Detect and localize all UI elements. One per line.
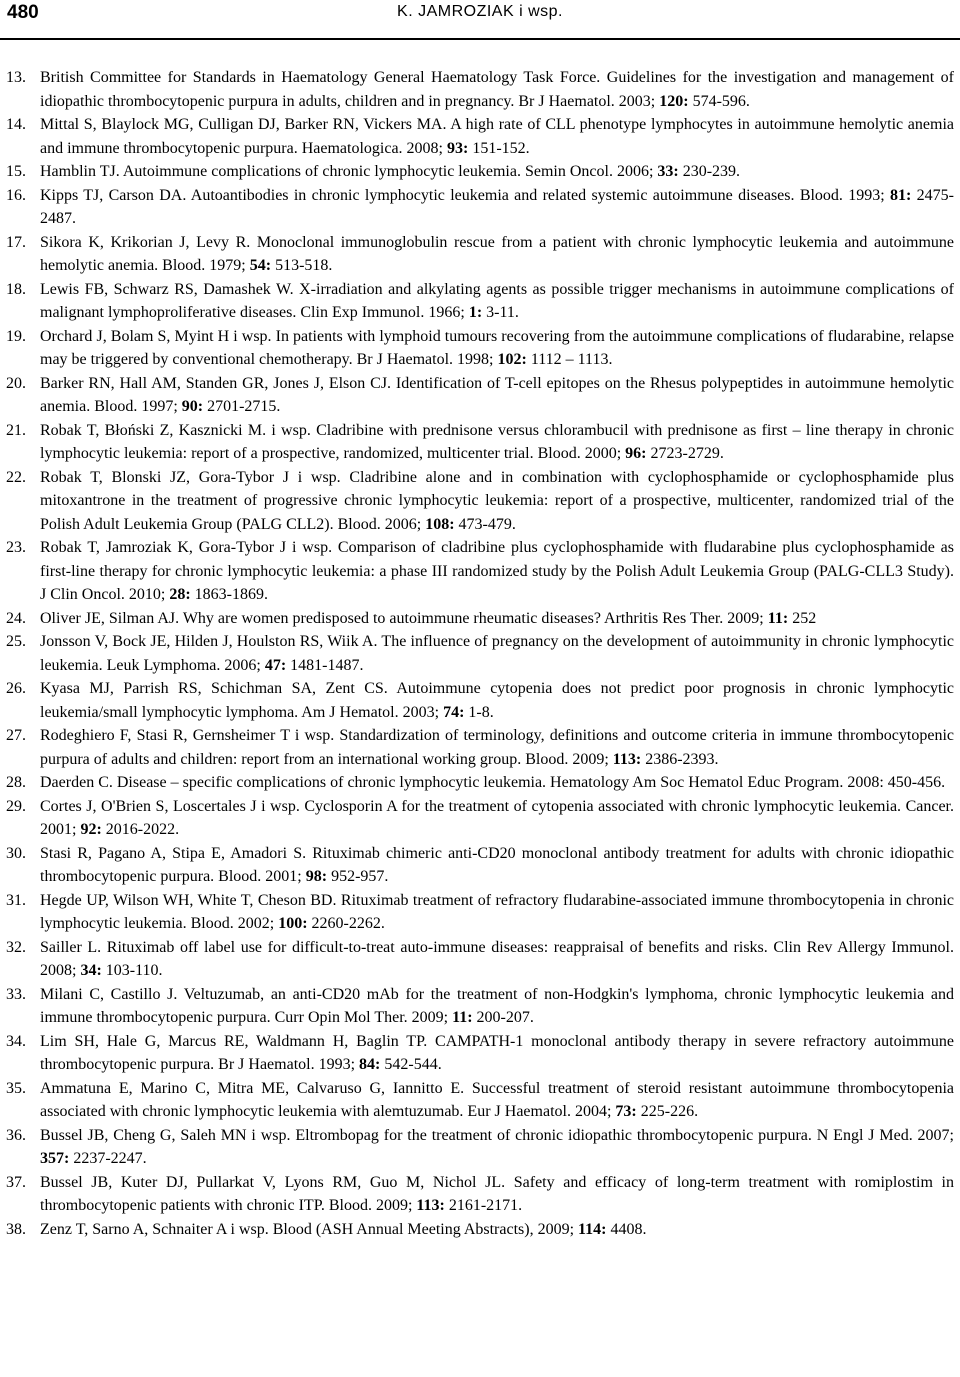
reference-volume: 28: xyxy=(169,586,191,603)
reference-pages: 952-957. xyxy=(327,868,389,885)
reference-citation: Robak T, Blonski JZ, Gora-Tybor J i wsp. Cladribine alone and in combination with cyclophosphamide or cyclophosphamide plus mitoxantrone in the treatment of progressive chronic lymphocytic leukemia: report of a prospective, multicenter, randomized trial of the Polish Adult Leukemia Group (PALG CLL2). Blood. 2006; xyxy=(40,468,954,533)
reference-item xyxy=(0,466,960,537)
reference-pages: 252 xyxy=(788,609,817,627)
reference-list xyxy=(0,66,960,1241)
reference-text xyxy=(40,798,954,839)
reference-number: 24. xyxy=(6,609,26,627)
reference-pages: 2475-2487. xyxy=(40,186,955,227)
reference-volume: 11: xyxy=(452,1009,473,1026)
reference-citation: British Committee for Standards in Haematology General Haematology Task Force. Guidelines for the investigation and management of idiopathic thrombocytopenic purpura in adults, children and in pregnancy. Br J Haematol. 2003; xyxy=(40,69,954,110)
reference-volume: 113: xyxy=(612,750,642,768)
reference-citation: Milani C, Castillo J. Veltuzumab, an anti-CD20 mAb for the treatment of non-Hodgkin's lymphoma, chronic lymphocytic leukemia and immune thrombocytopenic purpura. Curr Opin Mol Ther. 2009; xyxy=(40,985,954,1026)
reference-text xyxy=(40,727,954,768)
reference-citation: Hegde UP, Wilson WH, White T, Cheson BD. Rituximab treatment of refractory fludarabine-associated immune thrombocytopenia in chronic lymphocytic leukemia. Blood. 2002; xyxy=(40,891,954,932)
reference-citation: Hamblin TJ. Autoimmune complications of chronic lymphocytic leukemia. Semin Oncol. 2006; xyxy=(40,163,658,180)
reference-volume: 102: xyxy=(497,351,527,368)
reference-item xyxy=(0,724,960,771)
reference-citation: Daerden C. Disease – specific complications of chronic lymphocytic leukemia. Hematology Am Soc Hematol Educ Program. 2008: 450-456. xyxy=(40,774,946,791)
reference-text xyxy=(40,187,954,228)
reference-volume: 114: xyxy=(578,1220,607,1238)
page-number: 480 xyxy=(7,2,39,23)
reference-number: 38. xyxy=(6,1220,26,1238)
reference-item xyxy=(0,372,960,419)
reference-text xyxy=(40,633,954,674)
reference-number: 34. xyxy=(6,1032,26,1050)
reference-pages: 1863-1869. xyxy=(190,586,268,603)
reference-number: 31. xyxy=(6,891,26,909)
reference-number: 23. xyxy=(6,539,26,556)
reference-pages: 1481-1487. xyxy=(286,656,364,674)
reference-volume: 108: xyxy=(425,515,455,533)
reference-item xyxy=(0,677,960,724)
reference-citation: Mittal S, Blaylock MG, Culligan DJ, Barker RN, Vickers MA. A high rate of CLL phenotype lymphocytes in autoimmune hemolytic anemia and immune thrombocytopenic purpura. Haematologica. 2008; xyxy=(40,116,954,157)
reference-citation: Oliver JE, Silman AJ. Why are women predisposed to autoimmune rheumatic diseases? Arthritis Res Ther. 2009; xyxy=(40,609,768,627)
reference-citation: Robak T, Błoński Z, Kasznicki M. i wsp. Cladribine with prednisone versus chlorambucil with prednisone as first – line therapy in chronic lymphocytic leukemia: report of a prospective, randomized, multicenter trial. Blood. 2000; xyxy=(40,421,954,462)
reference-text xyxy=(40,1174,954,1215)
reference-item xyxy=(0,536,960,607)
reference-number: 20. xyxy=(6,374,26,392)
reference-pages: 2016-2022. xyxy=(101,821,180,838)
reference-number: 25. xyxy=(6,633,26,650)
reference-volume: 11: xyxy=(767,609,789,627)
reference-number: 19. xyxy=(6,327,26,345)
reference-volume: 90: xyxy=(181,398,204,415)
reference-volume: 84: xyxy=(359,1056,381,1073)
reference-citation: Rodeghiero F, Stasi R, Gernsheimer T i wsp. Standardization of terminology, definitions and outcome criteria in immune thrombocytopenic purpura of adults and children: report from an international working group. Blood. 2009; xyxy=(40,727,954,768)
reference-item xyxy=(0,419,960,466)
reference-pages: 2723-2729. xyxy=(646,445,724,462)
reference-item xyxy=(0,325,960,372)
reference-number: 36. xyxy=(6,1126,26,1144)
reference-pages: 3-11. xyxy=(482,304,519,321)
reference-number: 33. xyxy=(6,985,26,1003)
reference-number: 28. xyxy=(6,774,26,791)
reference-number: 35. xyxy=(6,1079,26,1097)
reference-number: 15. xyxy=(6,163,26,180)
reference-text xyxy=(40,328,954,369)
reference-pages: 1-8. xyxy=(464,703,494,721)
reference-item xyxy=(0,889,960,936)
reference-text xyxy=(40,375,954,416)
reference-pages: 2161-2171. xyxy=(444,1197,523,1214)
reference-item xyxy=(0,278,960,325)
reference-pages: 200-207. xyxy=(472,1009,534,1026)
reference-volume: 113: xyxy=(416,1197,445,1214)
reference-text xyxy=(40,986,954,1027)
reference-text xyxy=(40,422,954,463)
reference-item xyxy=(0,607,960,631)
reference-number: 16. xyxy=(6,186,26,204)
reference-text xyxy=(40,469,954,533)
reference-item xyxy=(0,1077,960,1124)
reference-citation: Lewis FB, Schwarz RS, Damashek W. X-irradiation and alkylating agents as possible trigger mechanisms in autoimmune complications of malignant lymphoproliferative diseases. Clin Exp Immunol. 1966; xyxy=(40,280,954,321)
reference-number: 29. xyxy=(6,797,26,815)
reference-item xyxy=(0,160,960,184)
reference-citation: Sikora K, Krikorian J, Levy R. Monoclonal immunoglobulin rescue from a patient with chronic lymphocytic leukemia and autoimmune hemolytic anemia. Blood. 1979; xyxy=(40,233,954,274)
reference-volume: 47: xyxy=(264,656,287,674)
reference-item xyxy=(0,1124,960,1171)
reference-volume: 357: xyxy=(40,1150,70,1167)
reference-text xyxy=(40,539,954,603)
reference-item xyxy=(0,936,960,983)
reference-pages: 225-226. xyxy=(636,1103,699,1120)
reference-number: 32. xyxy=(6,938,26,956)
reference-citation: Kipps TJ, Carson DA. Autoantibodies in chronic lymphocytic leukemia and related systemic autoimmune diseases. Blood. 1993; xyxy=(40,186,891,204)
reference-volume: 54: xyxy=(249,257,272,274)
reference-volume: 93: xyxy=(447,139,469,157)
reference-volume: 96: xyxy=(625,445,647,462)
reference-item xyxy=(0,231,960,278)
reference-text xyxy=(40,69,954,110)
reference-volume: 98: xyxy=(305,868,328,885)
reference-item xyxy=(0,1171,960,1218)
reference-text xyxy=(40,939,954,980)
reference-number: 22. xyxy=(6,468,26,486)
reference-pages: 2237-2247. xyxy=(69,1150,147,1167)
reference-item xyxy=(0,113,960,160)
reference-number: 21. xyxy=(6,421,26,439)
reference-text xyxy=(40,680,954,721)
reference-item xyxy=(0,842,960,889)
reference-citation: Robak T, Jamroziak K, Gora-Tybor J i wsp. Comparison of cladribine plus cyclophosphamide with fludarabine plus cyclophosphamide as first-line therapy for chronic lymphocytic leukemia: a phase III randomized study by the Polish Adult Leukemia Group (PALG-CLL3 Study). J Clin Oncol. 2010; xyxy=(40,539,954,603)
reference-citation: Barker RN, Hall AM, Standen GR, Jones J, Elson CJ. Identification of T-cell epitopes on the Rhesus polypeptides in autoimmune hemolytic anemia. Blood. 1997; xyxy=(40,374,954,415)
reference-pages: 574-596. xyxy=(688,92,750,110)
reference-volume: 1: xyxy=(468,304,483,321)
reference-item xyxy=(0,771,960,795)
reference-text xyxy=(40,1127,954,1168)
reference-pages: 230-239. xyxy=(678,163,741,180)
reference-text xyxy=(40,1033,954,1074)
reference-number: 37. xyxy=(6,1173,26,1191)
reference-text xyxy=(40,281,954,322)
reference-citation: Bussel JB, Cheng G, Saleh MN i wsp. Eltrombopag for the treatment of chronic idiopathic thrombocytopenic purpura. N Engl J Med. 2007; xyxy=(40,1126,954,1144)
page-header xyxy=(0,0,960,40)
reference-citation: Jonsson V, Bock JE, Hilden J, Houlston RS, Wiik A. The influence of pregnancy on the development of autoimmunity in chronic lymphocytic leukemia. Leuk Lymphoma. 2006; xyxy=(40,633,954,674)
reference-citation: Bussel JB, Kuter DJ, Pullarkat V, Lyons RM, Guo M, Nichol JL. Safety and efficacy of long-term treatment with romiplostim in thrombocytopenic patients with chronic ITP. Blood. 2009; xyxy=(40,1173,954,1214)
reference-item xyxy=(0,184,960,231)
reference-citation: Kyasa MJ, Parrish RS, Schichman SA, Zent CS. Autoimmune cytopenia does not predict poor prognosis in chronic lymphocytic leukemia/small lymphocytic lymphoma. Am J Hematol. 2003; xyxy=(40,680,954,721)
running-head: K. JAMROZIAK i wsp. xyxy=(397,3,563,20)
reference-pages: 542-544. xyxy=(380,1056,442,1073)
reference-pages: 2386-2393. xyxy=(641,750,719,768)
reference-item xyxy=(0,795,960,842)
reference-volume: 81: xyxy=(890,186,912,204)
reference-pages: 103-110. xyxy=(101,962,163,979)
reference-volume: 34: xyxy=(80,962,102,979)
reference-text xyxy=(40,234,954,275)
reference-volume: 74: xyxy=(443,703,465,721)
reference-number: 17. xyxy=(6,233,26,251)
reference-item xyxy=(0,630,960,677)
reference-volume: 33: xyxy=(657,163,679,180)
reference-text xyxy=(40,163,740,180)
reference-pages: 1112 – 1113. xyxy=(526,351,613,368)
reference-citation: Orchard J, Bolam S, Myint H i wsp. In patients with lymphoid tumours recovering from the autoimmune complications of fludarabine, relapse may be triggered by conventional chemotherapy. Br J Haematol. 1998; xyxy=(40,327,954,368)
reference-text xyxy=(40,774,945,791)
reference-number: 18. xyxy=(6,280,26,298)
reference-text xyxy=(40,1080,954,1121)
reference-pages: 2260-2262. xyxy=(307,915,385,932)
reference-pages: 473-479. xyxy=(454,515,516,533)
reference-text xyxy=(40,610,816,627)
reference-volume: 73: xyxy=(615,1103,637,1120)
reference-number: 13. xyxy=(6,69,26,86)
reference-number: 27. xyxy=(6,727,26,744)
reference-number: 26. xyxy=(6,680,26,697)
reference-pages: 513-518. xyxy=(271,257,333,274)
reference-text xyxy=(40,116,954,157)
reference-citation: Lim SH, Hale G, Marcus RE, Waldmann H, Baglin TP. CAMPATH-1 monoclonal antibody therapy in severe refractory autoimmune thrombocytopenic purpura. Br J Haematol. 1993; xyxy=(40,1032,954,1073)
reference-pages: 2701-2715. xyxy=(203,398,281,415)
reference-pages: 4408. xyxy=(606,1220,647,1238)
reference-number: 30. xyxy=(6,844,26,862)
reference-text xyxy=(40,845,954,886)
reference-citation: Cortes J, O'Brien S, Loscertales J i wsp. Cyclosporin A for the treatment of cytopenia associated with chronic lymphocytic leukemia. Cancer. 2001; xyxy=(40,797,954,838)
reference-citation: Zenz T, Sarno A, Schnaiter A i wsp. Blood (ASH Annual Meeting Abstracts), 2009; xyxy=(40,1220,579,1238)
reference-text xyxy=(40,1221,646,1238)
reference-citation: Ammatuna E, Marino C, Mitra ME, Calvaruso G, Iannitto E. Successful treatment of steroid resistant autoimmune thrombocytopenia associated with chronic lymphocytic leukemia with alemtuzumab. Eur J Haematol. 2004; xyxy=(40,1079,954,1120)
reference-item xyxy=(0,1030,960,1077)
reference-item xyxy=(0,1218,960,1242)
reference-item xyxy=(0,983,960,1030)
reference-citation: Sailler L. Rituximab off label use for difficult-to-treat auto-immune diseases: reappraisal of benefits and risks. Clin Rev Allergy Immunol. 2008; xyxy=(40,938,954,979)
reference-pages: 151-152. xyxy=(468,139,530,157)
reference-item xyxy=(0,66,960,113)
reference-volume: 100: xyxy=(278,915,308,932)
reference-citation: Stasi R, Pagano A, Stipa E, Amadori S. Rituximab chimeric anti-CD20 monoclonal antibody treatment for adults with chronic idiopathic thrombocytopenic purpura. Blood. 2001; xyxy=(40,844,954,885)
reference-number: 14. xyxy=(6,116,26,133)
reference-text xyxy=(40,892,954,933)
reference-volume: 92: xyxy=(80,821,102,838)
reference-volume: 120: xyxy=(659,92,689,110)
